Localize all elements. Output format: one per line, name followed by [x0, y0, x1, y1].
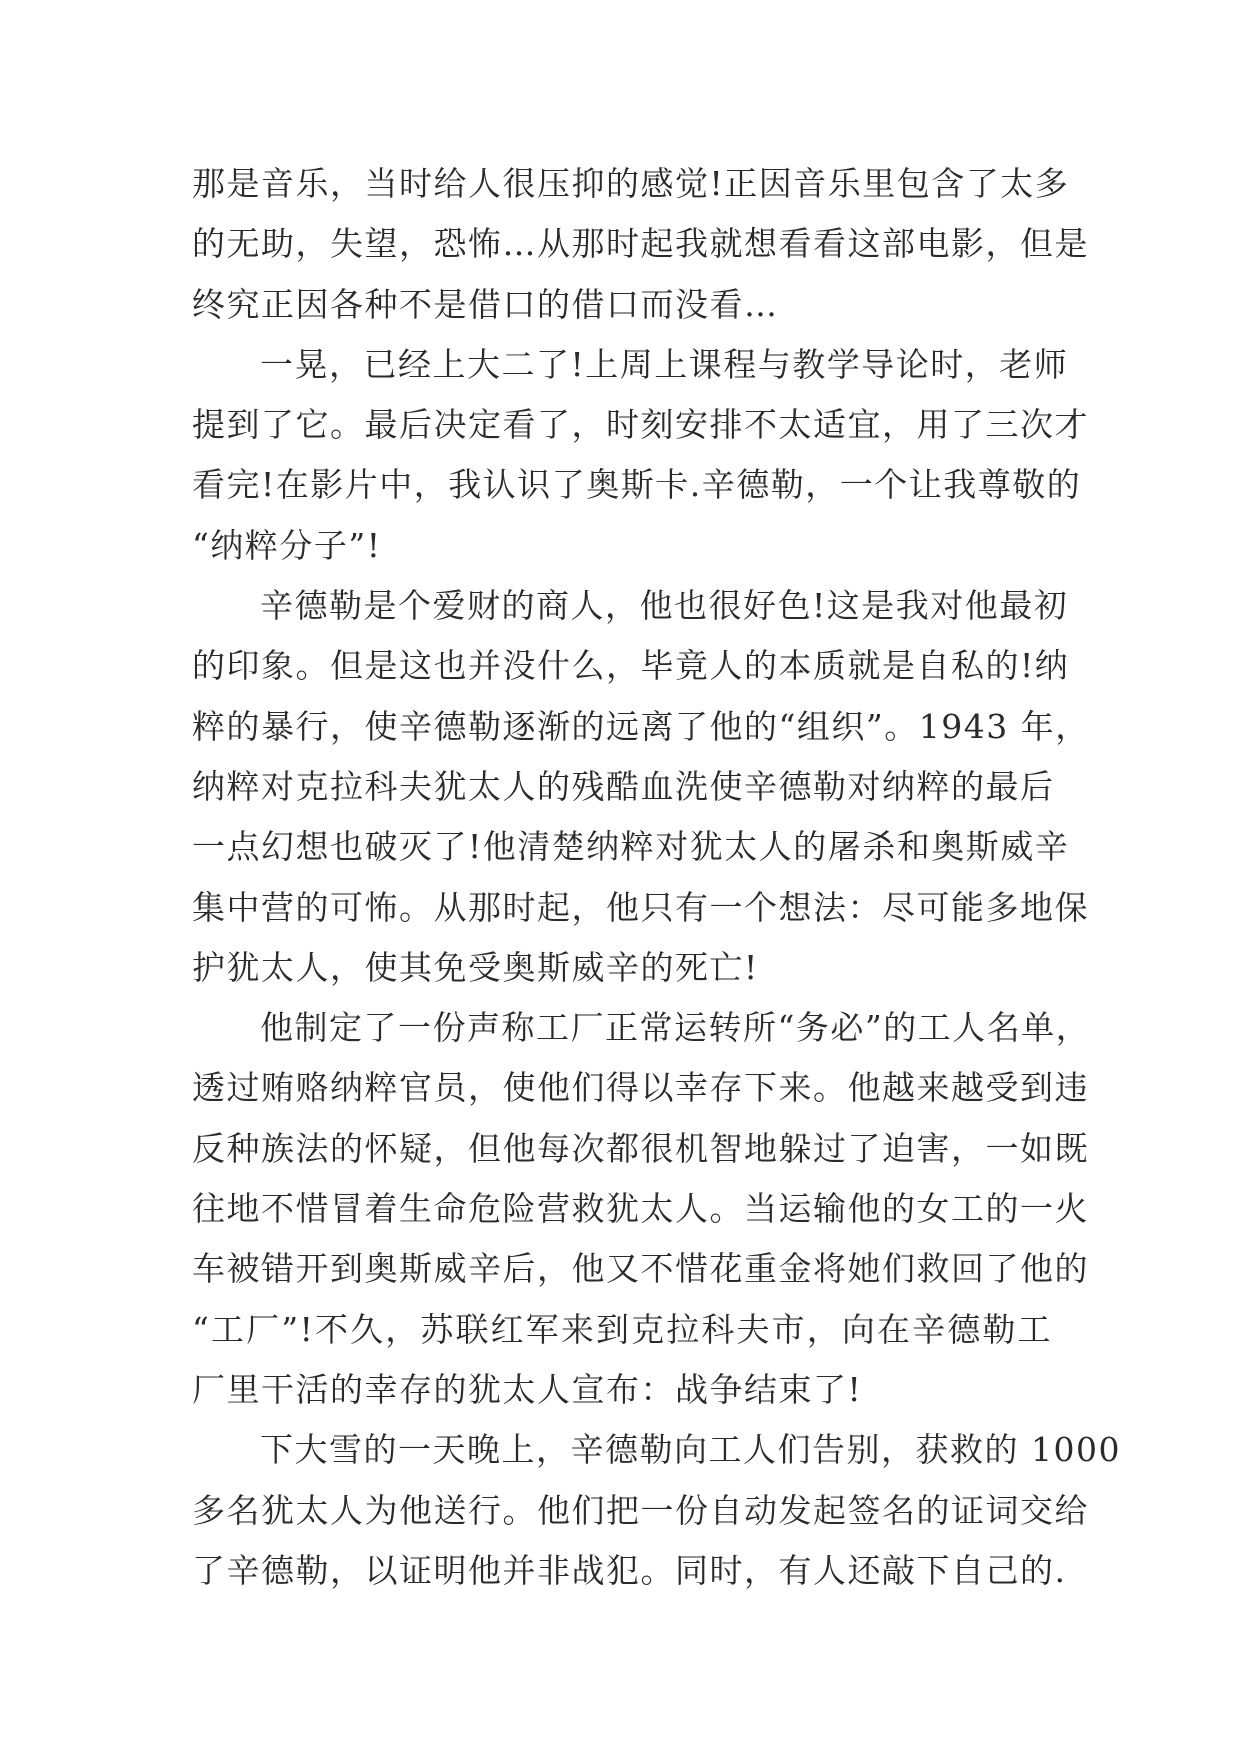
text-line: 厂里干活的幸存的犹太人宣布：战争结束了! [192, 1369, 863, 1409]
text-line: 提到了它。最后决定看了，时刻安排不太适宜，用了三次才 [192, 405, 1089, 445]
text-line: 多名犹太人为他送行。他们把一份自动发起签名的证词交给 [192, 1490, 1089, 1530]
text-line: 了辛德勒，以证明他并非战犯。同时，有人还敲下自己的. [192, 1550, 1067, 1590]
paragraph-first-line: 一晃，已经上大二了!上周上课程与教学导论时，老师 [260, 344, 1069, 384]
text-line: 往地不惜冒着生命危险营救犹太人。当运输他的女工的一火 [192, 1189, 1089, 1229]
text-line: “纳粹分子”! [192, 525, 382, 565]
text-line: 看完!在影片中，我认识了奥斯卡.辛德勒，一个让我尊敬的 [192, 465, 1082, 505]
paragraph-first-line: 下大雪的一天晚上，辛德勒向工人们告别，获救的 1000 [260, 1430, 1121, 1470]
text-line: 终究正因各种不是借口的借口而没看… [192, 284, 779, 324]
text-line: 反种族法的怀疑，但他每次都很机智地躲过了迫害，一如既 [192, 1128, 1089, 1168]
text-line: 纳粹对克拉科夫犹太人的残酷血洗使辛德勒对纳粹的最后 [192, 766, 1055, 806]
text-line: 集中营的可怖。从那时起，他只有一个想法：尽可能多地保 [192, 887, 1089, 927]
text-line: “工厂”!不久，苏联红军来到克拉科夫市，向在辛德勒工 [192, 1309, 1052, 1349]
text-line: 的无助，失望，恐怖…从那时起我就想看看这部电影，但是 [192, 224, 1089, 264]
body-text [192, 154, 1121, 1601]
text-line: 透过贿赂纳粹官员，使他们得以幸存下来。他越来越受到违 [192, 1068, 1089, 1108]
text-line: 护犹太人，使其免受奥斯威辛的死亡! [192, 947, 759, 987]
text-line: 一点幻想也破灭了!他清楚纳粹对犹太人的屠杀和奥斯威辛 [192, 827, 1070, 867]
text-line: 粹的暴行，使辛德勒逐渐的远离了他的“组织”。1943 年， [192, 706, 1090, 746]
text-line: 车被错开到奥斯威辛后，他又不惜花重金将她们救回了他的 [192, 1249, 1089, 1289]
text-line: 那是音乐，当时给人很压抑的感觉!正因音乐里包含了太多 [192, 164, 1070, 203]
paragraph-first-line: 他制定了一份声称工厂正常运转所“务必”的工人名单， [260, 1008, 1091, 1048]
text-line: 的印象。但是这也并没什么，毕竟人的本质就是自私的!纳 [192, 646, 1070, 686]
paragraph-first-line: 辛德勒是个爱财的商人，他也很好色!这是我对他最初 [260, 586, 1069, 626]
